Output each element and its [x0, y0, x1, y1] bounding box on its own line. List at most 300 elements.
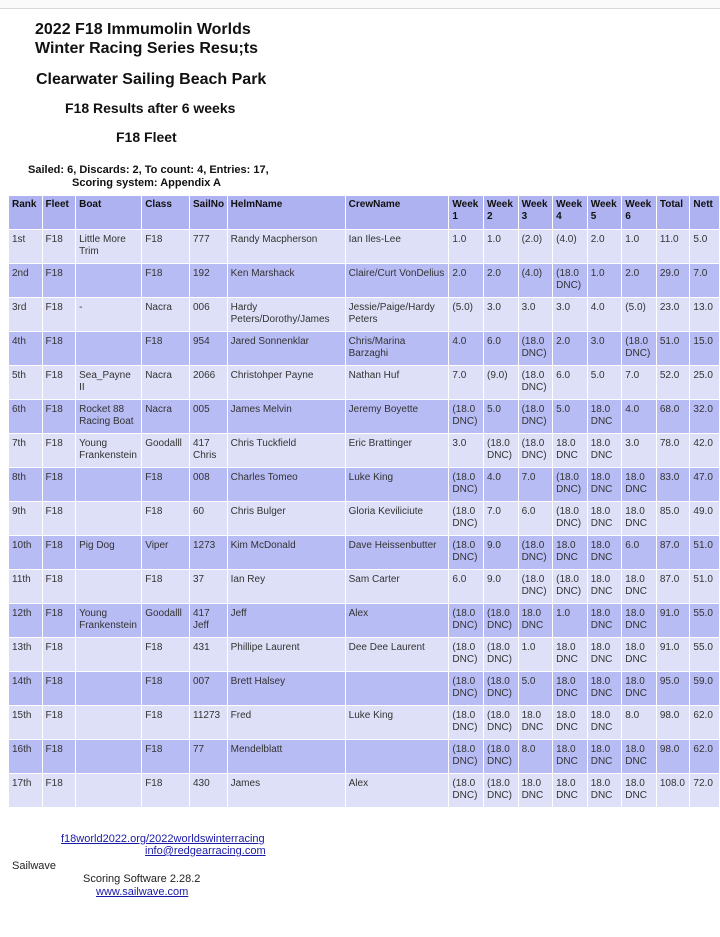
table-cell — [76, 468, 141, 501]
table-cell: (18.0 DNC) — [449, 706, 483, 739]
table-cell: (5.0) — [449, 298, 483, 331]
table-cell: 3.0 — [588, 332, 622, 365]
table-cell: 9.0 — [484, 536, 518, 569]
table-cell: 8.0 — [519, 740, 553, 773]
table-cell: 60 — [190, 502, 227, 535]
table-cell: 2nd — [9, 264, 42, 297]
table-cell: 78.0 — [657, 434, 690, 467]
table-cell — [346, 672, 449, 705]
column-header: Nett — [690, 196, 719, 229]
column-header: Week 3 — [519, 196, 553, 229]
column-header: SailNo — [190, 196, 227, 229]
table-cell: F18 — [43, 774, 76, 807]
table-cell: 18.0 DNC — [588, 468, 622, 501]
contact-email-link[interactable]: info@redgearracing.com — [145, 845, 266, 857]
table-cell: (4.0) — [553, 230, 587, 263]
table-cell: 77 — [190, 740, 227, 773]
table-cell: 18.0 DNC — [588, 400, 622, 433]
page-title — [35, 20, 258, 58]
table-cell: 1.0 — [622, 230, 656, 263]
table-cell: (18.0 DNC) — [449, 638, 483, 671]
table-cell: Jared Sonnenklar — [228, 332, 345, 365]
table-cell: 18.0 DNC — [588, 638, 622, 671]
table-cell — [76, 502, 141, 535]
table-cell — [346, 740, 449, 773]
table-cell: 11.0 — [657, 230, 690, 263]
table-cell: F18 — [43, 740, 76, 773]
table-cell: 18.0 DNC — [588, 604, 622, 637]
table-cell: 6th — [9, 400, 42, 433]
table-cell: (18.0 DNC) — [449, 536, 483, 569]
table-cell — [76, 332, 141, 365]
table-cell: (18.0 DNC) — [484, 672, 518, 705]
table-cell: F18 — [43, 468, 76, 501]
table-cell: F18 — [43, 400, 76, 433]
table-cell: James — [228, 774, 345, 807]
table-cell: (18.0 DNC) — [519, 400, 553, 433]
table-cell: (9.0) — [484, 366, 518, 399]
table-cell: (18.0 DNC) — [449, 672, 483, 705]
table-cell: 18.0 DNC — [553, 536, 587, 569]
table-cell: 7.0 — [449, 366, 483, 399]
table-cell: (18.0 DNC) — [622, 332, 656, 365]
table-cell: 431 — [190, 638, 227, 671]
table-cell: F18 — [43, 536, 76, 569]
table-cell: F18 — [43, 434, 76, 467]
table-cell: 52.0 — [657, 366, 690, 399]
table-cell: (18.0 DNC) — [519, 434, 553, 467]
table-row — [9, 434, 719, 467]
table-cell: Eric Brattinger — [346, 434, 449, 467]
table-cell — [76, 638, 141, 671]
table-cell: Kim McDonald — [228, 536, 345, 569]
table-cell: 6.0 — [622, 536, 656, 569]
table-cell: 2.0 — [588, 230, 622, 263]
table-row — [9, 332, 719, 365]
table-cell: 3.0 — [519, 298, 553, 331]
table-cell: 192 — [190, 264, 227, 297]
table-cell: (18.0 DNC) — [484, 774, 518, 807]
table-cell: (4.0) — [519, 264, 553, 297]
table-cell: Alex — [346, 774, 449, 807]
table-cell: Jessie/Paige/Hardy Peters — [346, 298, 449, 331]
table-cell: 1273 — [190, 536, 227, 569]
table-cell: 2.0 — [484, 264, 518, 297]
table-cell — [76, 774, 141, 807]
table-cell: 9th — [9, 502, 42, 535]
results-table — [8, 195, 720, 808]
table-cell: 18.0 DNC — [588, 502, 622, 535]
top-bar — [0, 0, 720, 9]
table-cell: 13th — [9, 638, 42, 671]
table-cell: F18 — [43, 264, 76, 297]
table-cell: 954 — [190, 332, 227, 365]
table-cell: F18 — [142, 264, 189, 297]
table-cell: 10th — [9, 536, 42, 569]
column-header: Boat — [76, 196, 141, 229]
table-cell: (18.0 DNC) — [449, 774, 483, 807]
column-header: Fleet — [43, 196, 76, 229]
summary-line-2: Scoring system: Appendix A — [72, 177, 221, 189]
series-summary — [28, 164, 269, 190]
table-cell: 417 Jeff — [190, 604, 227, 637]
table-cell: 17th — [9, 774, 42, 807]
table-cell: 2.0 — [553, 332, 587, 365]
table-cell: 29.0 — [657, 264, 690, 297]
table-cell: 51.0 — [690, 570, 719, 603]
table-cell: 98.0 — [657, 706, 690, 739]
table-cell: Hardy Peters/Dorothy/James — [228, 298, 345, 331]
summary-line-1: Sailed: 6, Discards: 2, To count: 4, Entries: 17, — [28, 164, 269, 176]
table-cell: 95.0 — [657, 672, 690, 705]
table-cell: F18 — [142, 638, 189, 671]
table-cell: (18.0 DNC) — [484, 604, 518, 637]
table-row — [9, 298, 719, 331]
table-cell: 3rd — [9, 298, 42, 331]
table-cell: 5.0 — [553, 400, 587, 433]
table-cell: 18.0 DNC — [588, 570, 622, 603]
table-cell: 108.0 — [657, 774, 690, 807]
table-cell: 1.0 — [449, 230, 483, 263]
table-cell: (18.0 DNC) — [484, 706, 518, 739]
table-cell: (18.0 DNC) — [484, 740, 518, 773]
table-cell: Rocket 88 Racing Boat — [76, 400, 141, 433]
table-cell: 49.0 — [690, 502, 719, 535]
table-cell: 7.0 — [484, 502, 518, 535]
table-cell: Little More Trim — [76, 230, 141, 263]
table-cell: 18.0 DNC — [519, 774, 553, 807]
table-cell: 1.0 — [484, 230, 518, 263]
table-cell: (2.0) — [519, 230, 553, 263]
table-cell: 18.0 DNC — [519, 604, 553, 637]
results-heading: F18 Results after 6 weeks — [65, 100, 236, 116]
table-cell: F18 — [142, 740, 189, 773]
table-cell: 16th — [9, 740, 42, 773]
table-cell: F18 — [142, 774, 189, 807]
table-cell: 3.0 — [622, 434, 656, 467]
table-cell: 18.0 DNC — [553, 774, 587, 807]
table-cell: 007 — [190, 672, 227, 705]
table-cell: 6.0 — [449, 570, 483, 603]
table-cell: F18 — [142, 570, 189, 603]
table-cell: F18 — [43, 638, 76, 671]
table-cell: 008 — [190, 468, 227, 501]
table-cell: 4.0 — [588, 298, 622, 331]
table-cell: Randy Macpherson — [228, 230, 345, 263]
sailwave-label: Sailwave — [12, 860, 57, 872]
table-cell: 6.0 — [553, 366, 587, 399]
table-cell: 42.0 — [690, 434, 719, 467]
table-cell: 18.0 DNC — [588, 672, 622, 705]
table-row — [9, 230, 719, 263]
table-row — [9, 638, 719, 671]
table-cell: Sea_Payne II — [76, 366, 141, 399]
table-cell: 8th — [9, 468, 42, 501]
table-cell: F18 — [43, 570, 76, 603]
table-cell: (18.0 DNC) — [519, 570, 553, 603]
table-cell: F18 — [43, 604, 76, 637]
table-cell: Mendelblatt — [228, 740, 345, 773]
table-cell: 51.0 — [690, 536, 719, 569]
table-cell: Young Frankenstein — [76, 604, 141, 637]
table-cell: Nacra — [142, 366, 189, 399]
column-header: Total — [657, 196, 690, 229]
table-cell: 3.0 — [553, 298, 587, 331]
table-cell: F18 — [142, 706, 189, 739]
table-cell: F18 — [43, 706, 76, 739]
table-cell: 1.0 — [553, 604, 587, 637]
table-cell: Dee Dee Laurent — [346, 638, 449, 671]
table-cell: 3.0 — [484, 298, 518, 331]
table-cell: Young Frankenstein — [76, 434, 141, 467]
table-cell — [76, 672, 141, 705]
table-cell: 6.0 — [519, 502, 553, 535]
table-cell: Claire/Curt VonDelius — [346, 264, 449, 297]
table-cell: 18.0 DNC — [553, 706, 587, 739]
table-cell: 18.0 DNC — [553, 434, 587, 467]
table-cell: 18.0 DNC — [553, 740, 587, 773]
table-cell: 18.0 DNC — [622, 570, 656, 603]
table-cell: 1.0 — [519, 638, 553, 671]
table-cell: Fred — [228, 706, 345, 739]
table-cell: Charles Tomeo — [228, 468, 345, 501]
table-cell: 18.0 DNC — [622, 604, 656, 637]
table-cell: 62.0 — [690, 740, 719, 773]
table-cell: F18 — [142, 230, 189, 263]
column-header: CrewName — [346, 196, 449, 229]
table-cell: 5.0 — [484, 400, 518, 433]
table-cell: 5.0 — [690, 230, 719, 263]
column-header: Rank — [9, 196, 42, 229]
table-cell: 18.0 DNC — [622, 502, 656, 535]
table-cell: 62.0 — [690, 706, 719, 739]
table-cell: 18.0 DNC — [588, 774, 622, 807]
table-cell: Viper — [142, 536, 189, 569]
table-cell: 18.0 DNC — [622, 468, 656, 501]
table-cell: Brett Halsey — [228, 672, 345, 705]
table-cell: 14th — [9, 672, 42, 705]
table-header-row — [9, 196, 719, 229]
table-row — [9, 400, 719, 433]
table-cell: 87.0 — [657, 570, 690, 603]
table-cell: (18.0 DNC) — [449, 740, 483, 773]
table-cell: (18.0 DNC) — [484, 434, 518, 467]
table-row — [9, 264, 719, 297]
table-cell: (18.0 DNC) — [553, 570, 587, 603]
table-cell: F18 — [43, 230, 76, 263]
table-cell: (5.0) — [622, 298, 656, 331]
table-cell: 2066 — [190, 366, 227, 399]
table-cell: 11273 — [190, 706, 227, 739]
table-cell: 18.0 DNC — [553, 638, 587, 671]
sailwave-website-link[interactable]: www.sailwave.com — [96, 886, 189, 898]
table-cell: 5th — [9, 366, 42, 399]
table-cell — [76, 740, 141, 773]
table-cell: (18.0 DNC) — [519, 366, 553, 399]
table-cell: - — [76, 298, 141, 331]
table-cell: F18 — [142, 468, 189, 501]
table-cell: 4.0 — [484, 468, 518, 501]
table-cell: 55.0 — [690, 604, 719, 637]
table-row — [9, 706, 719, 739]
fleet-heading: F18 Fleet — [116, 129, 177, 145]
software-version: Scoring Software 2.28.2 — [83, 873, 201, 885]
table-cell: 25.0 — [690, 366, 719, 399]
table-cell: 417 Chris — [190, 434, 227, 467]
table-cell: 9.0 — [484, 570, 518, 603]
table-cell: 47.0 — [690, 468, 719, 501]
table-cell: 18.0 DNC — [622, 774, 656, 807]
table-cell: Sam Carter — [346, 570, 449, 603]
table-cell: 7.0 — [622, 366, 656, 399]
table-row — [9, 570, 719, 603]
table-cell: 72.0 — [690, 774, 719, 807]
table-cell: 18.0 DNC — [519, 706, 553, 739]
table-cell: Nathan Huf — [346, 366, 449, 399]
table-cell: 13.0 — [690, 298, 719, 331]
table-cell: 7.0 — [690, 264, 719, 297]
table-cell: 55.0 — [690, 638, 719, 671]
table-cell: (18.0 DNC) — [449, 604, 483, 637]
table-cell: F18 — [43, 366, 76, 399]
table-cell: F18 — [43, 672, 76, 705]
series-website-link[interactable]: f18world2022.org/2022worldswinterracing — [61, 833, 265, 845]
table-cell: 32.0 — [690, 400, 719, 433]
table-cell: Ian Rey — [228, 570, 345, 603]
table-cell: 18.0 DNC — [553, 672, 587, 705]
table-cell: 006 — [190, 298, 227, 331]
table-cell: (18.0 DNC) — [553, 502, 587, 535]
table-cell: 777 — [190, 230, 227, 263]
table-cell: 430 — [190, 774, 227, 807]
table-cell: Christohper Payne — [228, 366, 345, 399]
table-cell — [76, 706, 141, 739]
table-cell: 68.0 — [657, 400, 690, 433]
table-cell: 85.0 — [657, 502, 690, 535]
column-header: Week 2 — [484, 196, 518, 229]
table-cell: (18.0 DNC) — [553, 468, 587, 501]
table-row — [9, 672, 719, 705]
table-cell: (18.0 DNC) — [553, 264, 587, 297]
table-cell: 37 — [190, 570, 227, 603]
table-cell: 3.0 — [449, 434, 483, 467]
table-cell: Gloria Keviliciute — [346, 502, 449, 535]
table-cell: 18.0 DNC — [588, 706, 622, 739]
table-cell: 12th — [9, 604, 42, 637]
table-cell: 23.0 — [657, 298, 690, 331]
table-cell: F18 — [142, 672, 189, 705]
table-cell: F18 — [142, 332, 189, 365]
table-cell — [76, 264, 141, 297]
table-cell: Pig Dog — [76, 536, 141, 569]
table-cell: F18 — [142, 502, 189, 535]
table-cell: Chris/Marina Barzaghi — [346, 332, 449, 365]
column-header: Class — [142, 196, 189, 229]
column-header: Week 5 — [588, 196, 622, 229]
table-cell: James Melvin — [228, 400, 345, 433]
table-cell: Goodalll — [142, 604, 189, 637]
table-cell: 91.0 — [657, 638, 690, 671]
table-cell: 91.0 — [657, 604, 690, 637]
table-cell: 51.0 — [657, 332, 690, 365]
column-header: Week 1 — [449, 196, 483, 229]
table-cell: Luke King — [346, 706, 449, 739]
table-cell: F18 — [43, 332, 76, 365]
table-body — [9, 230, 719, 807]
table-cell: 18.0 DNC — [622, 672, 656, 705]
table-cell: Chris Tuckfield — [228, 434, 345, 467]
table-cell: 1st — [9, 230, 42, 263]
table-cell — [76, 570, 141, 603]
table-cell: Alex — [346, 604, 449, 637]
table-cell: 59.0 — [690, 672, 719, 705]
column-header: Week 4 — [553, 196, 587, 229]
table-cell: 4.0 — [449, 332, 483, 365]
table-row — [9, 740, 719, 773]
table-cell: 005 — [190, 400, 227, 433]
table-cell: 7.0 — [519, 468, 553, 501]
table-cell: 18.0 DNC — [588, 434, 622, 467]
table-cell: 4th — [9, 332, 42, 365]
table-cell: Luke King — [346, 468, 449, 501]
table-cell: 18.0 DNC — [588, 536, 622, 569]
table-cell: Jeremy Boyette — [346, 400, 449, 433]
table-cell: Ken Marshack — [228, 264, 345, 297]
column-header: HelmName — [228, 196, 345, 229]
table-cell: 83.0 — [657, 468, 690, 501]
table-row — [9, 536, 719, 569]
title-line-1: 2022 F18 Immumolin Worlds — [35, 21, 251, 38]
table-cell: 11th — [9, 570, 42, 603]
table-row — [9, 604, 719, 637]
table-cell: Dave Heissenbutter — [346, 536, 449, 569]
table-cell: 18.0 DNC — [588, 740, 622, 773]
table-cell: Goodalll — [142, 434, 189, 467]
title-line-2: Winter Racing Series Resu;ts — [35, 40, 259, 57]
table-cell: F18 — [43, 502, 76, 535]
table-row — [9, 502, 719, 535]
table-cell: (18.0 DNC) — [519, 536, 553, 569]
table-cell: 18.0 DNC — [622, 638, 656, 671]
table-cell: 15.0 — [690, 332, 719, 365]
table-row — [9, 468, 719, 501]
table-cell: 15th — [9, 706, 42, 739]
table-cell: 98.0 — [657, 740, 690, 773]
table-cell: 2.0 — [449, 264, 483, 297]
table-cell: Ian Iles-Lee — [346, 230, 449, 263]
table-cell: Phillipe Laurent — [228, 638, 345, 671]
table-cell: (18.0 DNC) — [449, 502, 483, 535]
column-header: Week 6 — [622, 196, 656, 229]
table-cell: (18.0 DNC) — [449, 468, 483, 501]
table-cell: (18.0 DNC) — [519, 332, 553, 365]
table-cell: (18.0 DNC) — [449, 400, 483, 433]
table-cell: 2.0 — [622, 264, 656, 297]
table-cell: F18 — [43, 298, 76, 331]
table-cell: Jeff — [228, 604, 345, 637]
table-cell: 18.0 DNC — [622, 740, 656, 773]
table-cell: 1.0 — [588, 264, 622, 297]
table-cell: 4.0 — [622, 400, 656, 433]
table-cell: 7th — [9, 434, 42, 467]
table-cell: 8.0 — [622, 706, 656, 739]
table-cell: Nacra — [142, 298, 189, 331]
table-cell: 87.0 — [657, 536, 690, 569]
table-cell: (18.0 DNC) — [484, 638, 518, 671]
table-row — [9, 774, 719, 807]
table-row — [9, 366, 719, 399]
table-cell: Chris Bulger — [228, 502, 345, 535]
